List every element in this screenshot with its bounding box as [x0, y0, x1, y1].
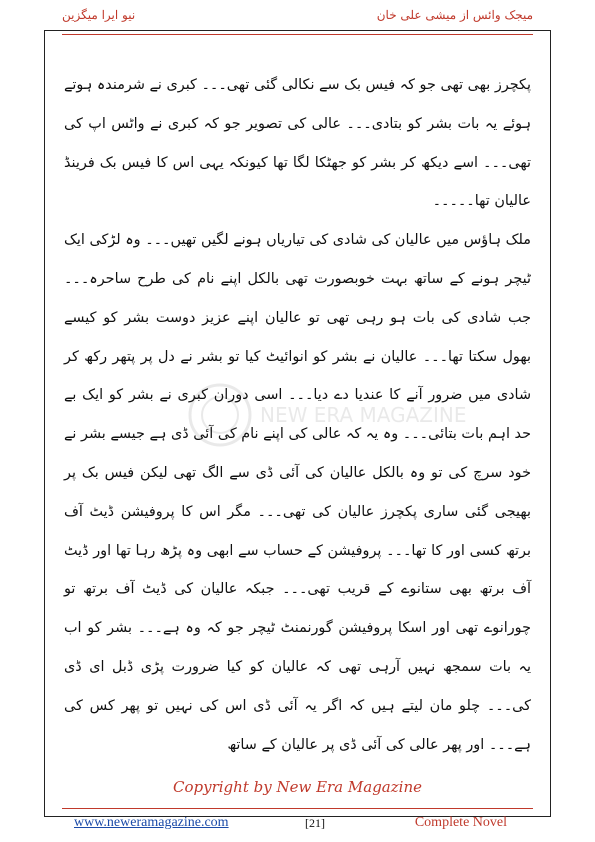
magazine-name: نیو ایرا میگزین [62, 8, 136, 22]
copyright-notice: Copyright by New Era Magazine [173, 778, 422, 796]
paragraph: ملک ہاؤس میں عالیان کی شادی کی تیاریاں ہونے لگیں تھیں۔۔۔ وہ لڑکی ایک ٹیچر ہونے کے ساتھ بہت خوبصورت تھی بالکل اپنے نام کی طرح ساحرہ۔۔۔ جب شادی کی بات ہو رہی تھی تو عالیان اپنے عزیز دوست بشر کو کیسے بھول سکتا تھا۔۔۔ عالیان نے بشر کو انوائیٹ کیا تو بشر نے دل پر پتھر رکھ کر شادی میں ضرور آنے کا عندیا دے دیا۔۔۔ اسی دوران کبری نے بشر کو ایک بے حد اہم بات بتائی۔۔۔ وہ یہ کہ عالی کی اپنے نام کی آئی ڈی ہے جیسے بشر نے خود سرچ کی تو وہ بالکل عالیان کی آئی ڈی سے الگ تھی لیکن فیس بک پر بھیجی گئی ساری پکچرز عالیان کی تھی۔۔۔ مگر اس کا پروفیشن ڈیٹ آف برتھ کسی اور کا تھا۔۔۔ پروفیشن کے حساب سے ابھی وہ پڑھ رہا تھا اور ڈیٹ آف برتھ بھی ستانوے کے قریب تھی۔۔۔ جبکہ عالیان کی ڈیٹ آف برتھ تو چورانوے تھی اور اسکا پروفیشن گورنمنٹ ٹیچر جو کہ وہ ہے۔۔۔ بشر کو اب یہ بات سمجھ نہیں آرہی تھی کہ عالیان کو کیا ضرورت پڑی ڈبل ای ڈی کی۔۔۔ چلو مان لیتے ہیں کہ اگر یہ آئی ڈی اس کی نہیں تو پھر کس کی ہے۔۔۔ اور پھر عالی کی آئی ڈی پر عالیان کے ساتھ [64, 232, 531, 753]
novel-type-label: Complete Novel [414, 815, 507, 830]
paragraph: پکچرز بھی تھی جو کہ فیس بک سے نکالی گئی تھی۔۔۔ کبری نے شرمندہ ہوتے ہوئے یہ بات بشر کو بتادی۔۔۔ عالی کی تصویر جو کہ کبری نے واٹس اپ کی تھی۔۔۔ اسے دیکھ کر بشر کو جھٹکا لگا تھا کیونکہ یہی اس کا فیس بک فرینڈ عالیان تھا۔۔۔۔۔ [64, 77, 531, 210]
story-body [64, 66, 531, 764]
story-title: میجک وائس از میشی علی خان [376, 8, 533, 22]
watermark-text: NEW ERA MAGAZINE [260, 403, 467, 427]
website-link[interactable]: www.neweramagazine.com [74, 815, 229, 830]
page-number: [21] [305, 816, 325, 830]
header-divider [62, 34, 533, 35]
footer-divider [62, 808, 533, 809]
